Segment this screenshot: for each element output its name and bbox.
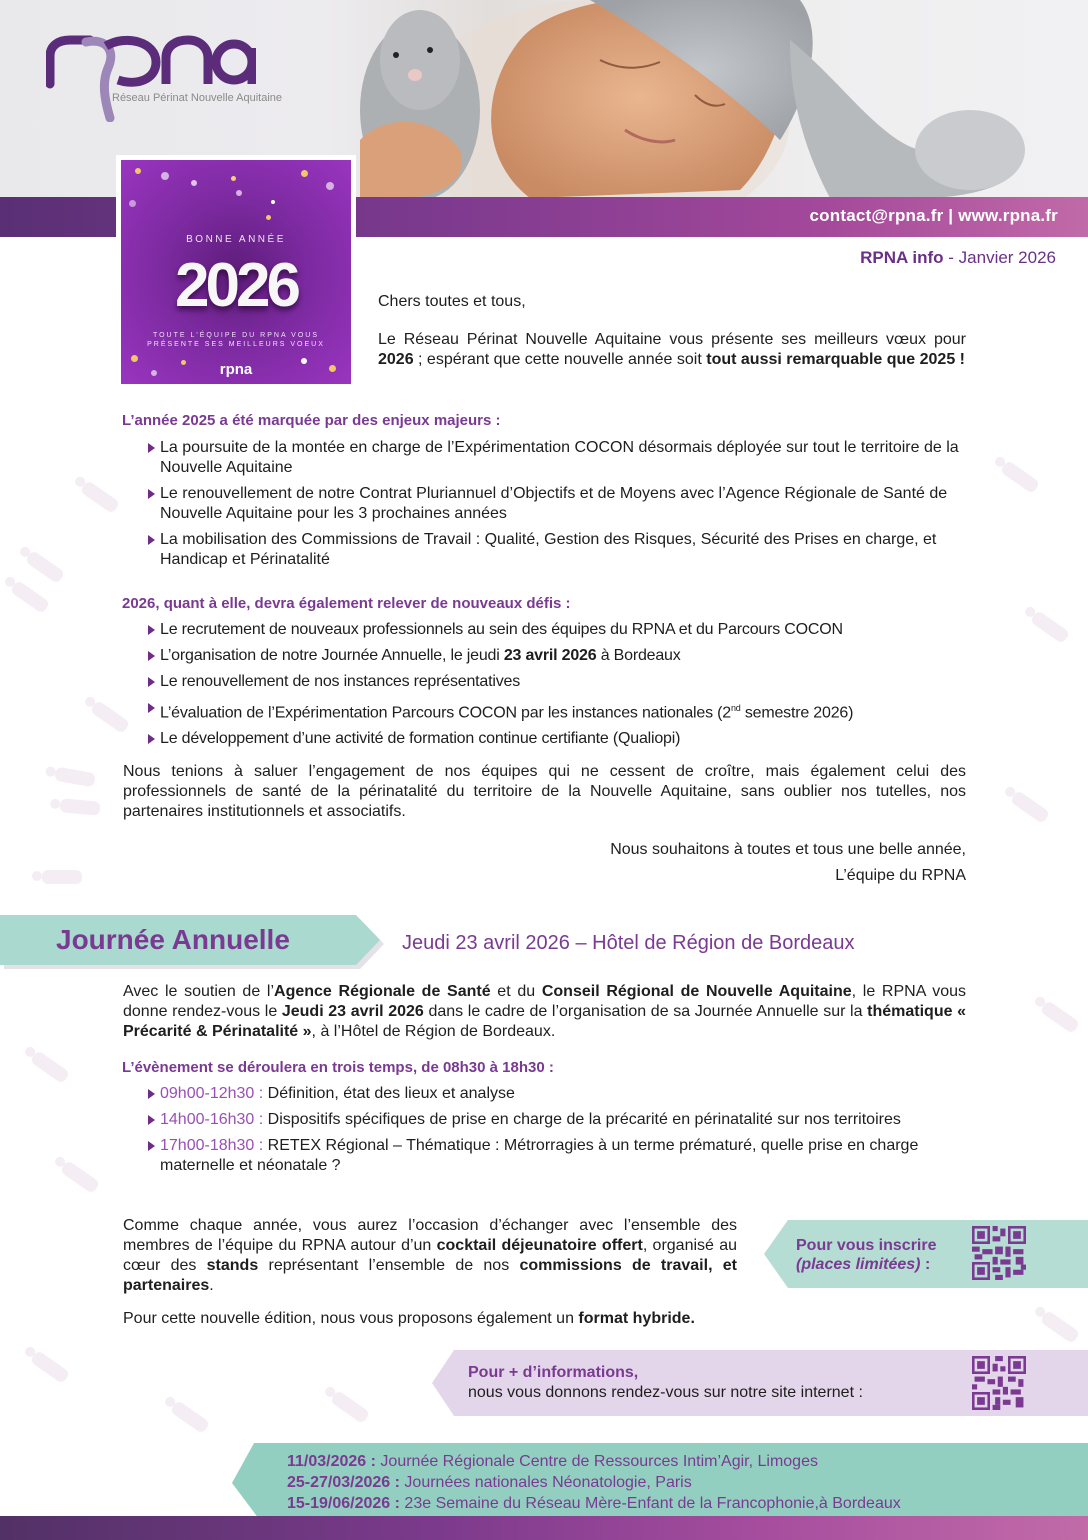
- figure-watermark-icon: [90, 700, 131, 734]
- list-item-text: semestre 2026): [740, 704, 854, 722]
- triangle-bullet-icon: [148, 443, 155, 453]
- journee-paragraph: [123, 982, 966, 1042]
- list-item: [146, 729, 976, 749]
- list-item: [146, 620, 976, 640]
- info-callout-text[interactable]: nous vous donnons rendez-vous sur notre site internet :: [468, 1384, 863, 1401]
- event-item: [287, 1451, 901, 1472]
- program-time: 17h00-18h30 :: [160, 1137, 264, 1154]
- triangle-bullet-icon: [148, 535, 155, 545]
- intro-text: Le Réseau Périnat Nouvelle Aquitaine vous présente ses meilleurs vœux pour: [378, 331, 966, 348]
- text: et du: [490, 983, 542, 1000]
- website-qr-code-icon[interactable]: [972, 1356, 1026, 1410]
- figure-watermark-icon: [60, 1160, 101, 1194]
- bold-text: Conseil Régional de Nouvelle Aquitaine: [541, 983, 852, 1000]
- bold-text: thématique « Précarité & Périnatalité »: [123, 1003, 967, 1040]
- list-item: [146, 672, 976, 692]
- figure-watermark-icon: [25, 550, 66, 584]
- section-heading-2026: 2026, quant à elle, devra également relever de nouveaux défis :: [122, 595, 571, 612]
- issue-date: - Janvier 2026: [943, 248, 1056, 267]
- bold-text: commissions de travail, et partenaires: [123, 1257, 738, 1294]
- list-2025: [146, 438, 968, 576]
- intro-paragraph: [378, 330, 966, 370]
- text: représentant l’ensemble de nos: [258, 1257, 520, 1274]
- card-line-1: TOUTE L'ÉQUIPE DU RPNA VOUS: [152, 332, 320, 339]
- event-text: 23e Semaine du Réseau Mère-Enfant de la Francophonie,à Bordeaux: [399, 1495, 901, 1512]
- program-item: [146, 1084, 968, 1104]
- logo-subtitle: Réseau Périnat Nouvelle Aquitaine: [112, 92, 283, 104]
- list-item-text: Le recrutement de nouveaux professionnels au sein des équipes du RPNA et du Parcours COCON: [160, 621, 843, 638]
- text: Avec le soutien de l’: [123, 983, 275, 1000]
- figure-watermark-icon: [42, 870, 82, 884]
- event-text: Journée Régionale Centre de Ressources Intim’Agir, Limoges: [375, 1453, 818, 1470]
- program-heading: L’évènement se déroulera en trois temps, de 08h30 à 18h30 :: [122, 1059, 554, 1076]
- journee-title: Journée Annuelle: [56, 924, 290, 955]
- program-text: Dispositifs spécifiques de prise en charge de la précarité en périnatalité sur nos territoires: [263, 1111, 901, 1128]
- contact-links[interactable]: contact@rpna.fr | www.rpna.fr: [809, 206, 1058, 225]
- list-item: [146, 646, 976, 666]
- bold-text: Agence Régionale de Santé: [274, 983, 491, 1000]
- issue-name: RPNA info: [860, 248, 944, 267]
- closing-signature: L’équipe du RPNA: [835, 867, 966, 884]
- figure-watermark-icon: [170, 1400, 211, 1434]
- event-item: [287, 1472, 901, 1493]
- figure-watermark-icon: [54, 767, 96, 788]
- closing-wish: Nous souhaitons à toutes et tous une belle année,: [610, 841, 966, 858]
- events-list: [287, 1451, 901, 1514]
- list-item-text: L’organisation de notre Journée Annuelle, le jeudi: [160, 647, 504, 664]
- event-date: 11/03/2026 :: [287, 1453, 376, 1470]
- figure-watermark-icon: [30, 1050, 71, 1084]
- list-item: [146, 438, 968, 478]
- intro-text: ; espérant que cette nouvelle année soit: [413, 351, 707, 368]
- info-callout-title: Pour + d’informations,: [468, 1364, 639, 1381]
- new-year-card: [116, 155, 356, 389]
- figure-watermark-icon: [10, 580, 51, 614]
- baby-photo-image: [360, 0, 1088, 198]
- list-item: [146, 698, 976, 723]
- list-item-text: Le renouvellement de nos instances représentatives: [160, 673, 521, 690]
- list-item-text: Le renouvellement de notre Contrat Pluriannuel d’Objectifs et de Moyens avec l’Agence Régionale de Santé de Nouvelle Aquitaine pour les 3 prochaines années: [160, 485, 948, 522]
- card-line-2: PRÉSENTE SES MEILLEURS VOEUX: [147, 341, 325, 348]
- event-date: 25-27/03/2026 :: [287, 1474, 400, 1491]
- program-time: 09h00-12h30 :: [160, 1085, 264, 1102]
- salutation: Chers toutes et tous,: [378, 293, 526, 310]
- triangle-bullet-icon: [148, 677, 155, 687]
- list-2026: [146, 620, 976, 755]
- figure-watermark-icon: [330, 1390, 371, 1424]
- hybrid-paragraph: [123, 1309, 695, 1329]
- bold-text: format hybride.: [578, 1310, 695, 1327]
- register-line-1: Pour vous inscrire: [796, 1237, 937, 1254]
- triangle-bullet-icon: [148, 651, 155, 661]
- text: .: [209, 1277, 214, 1294]
- triangle-bullet-icon: [148, 489, 155, 499]
- program-item: [146, 1136, 968, 1176]
- list-item-text: La mobilisation des Commissions de Travail : Qualité, Gestion des Risques, Sécurité des Prises en charge, et Handicap et Périnatalité: [160, 531, 937, 568]
- text: , organisé au cœur des: [123, 1237, 738, 1274]
- triangle-bullet-icon: [148, 1141, 155, 1151]
- list-item-text: à Bordeaux: [596, 647, 681, 664]
- list-item: [146, 530, 968, 570]
- program-item: [146, 1110, 968, 1130]
- triangle-bullet-icon: [148, 1115, 155, 1125]
- intro-bold-text: tout aussi remarquable que 2025 !: [706, 351, 965, 368]
- register-line-2: (places limitées): [796, 1256, 921, 1273]
- figure-watermark-icon: [30, 1350, 71, 1384]
- triangle-bullet-icon: [148, 734, 155, 744]
- figure-watermark-icon: [80, 480, 121, 514]
- superscript: nd: [730, 703, 741, 713]
- text: Pour cette nouvelle édition, nous vous proposons également un: [123, 1310, 579, 1327]
- figure-watermark-icon: [1010, 790, 1051, 824]
- bold-text: Jeudi 23 avril 2026: [281, 1003, 424, 1020]
- register-callout-text[interactable]: [796, 1236, 937, 1274]
- triangle-bullet-icon: [148, 1089, 155, 1099]
- event-text: Journées nationales Néonatologie, Paris: [399, 1474, 692, 1491]
- text: dans le cadre de l’organisation de sa Journée Annuelle sur la: [423, 1003, 868, 1020]
- rpna-logo: [46, 28, 256, 122]
- text: Comme chaque année, vous aurez l’occasion d’échanger avec l’ensemble des membres de l’équipe du RPNA autour d’un: [123, 1217, 737, 1254]
- list-item-text: L’évaluation de l’Expérimentation Parcours COCON par les instances nationales (2: [160, 704, 731, 722]
- figure-watermark-icon: [1000, 460, 1041, 494]
- footer-band: [0, 1516, 1088, 1540]
- program-list: [146, 1084, 968, 1182]
- figure-watermark-icon: [59, 798, 100, 815]
- list-item-bold: 23 avril 2026: [503, 647, 597, 664]
- text: , le RPNA vous donne rendez-vous le: [123, 983, 966, 1020]
- cocktail-paragraph: [123, 1216, 737, 1296]
- issue-label: [860, 248, 1056, 268]
- figure-watermark-icon: [1040, 1310, 1081, 1344]
- list-item: [146, 484, 968, 524]
- card-greeting: BONNE ANNÉE: [186, 234, 286, 245]
- event-item: [287, 1493, 901, 1514]
- text: , à l’Hôtel de Région de Bordeaux.: [311, 1023, 556, 1040]
- card-logo: rpna: [219, 361, 253, 378]
- bold-text: stands: [206, 1257, 259, 1274]
- section-heading-2025: L’année 2025 a été marquée par des enjeux majeurs :: [122, 412, 501, 429]
- closing-paragraph: Nous tenions à saluer l’engagement de nos équipes qui ne cessent de croître, mais également celui des professionnels de santé de la périnatalité du territoire de la Nouvelle Aquitaine, sans oublier nos tutelles, nos partenaires institutionnels et associatifs.: [123, 763, 966, 820]
- register-suffix: :: [920, 1256, 931, 1273]
- triangle-bullet-icon: [148, 703, 155, 713]
- triangle-bullet-icon: [148, 625, 155, 635]
- program-text: Définition, état des lieux et analyse: [263, 1085, 515, 1102]
- list-item-text: Le développement d’une activité de formation continue certifiante (Qualiopi): [160, 730, 681, 748]
- intro-bold-year: 2026: [378, 351, 414, 368]
- bold-text: cocktail déjeunatoire offert: [436, 1237, 643, 1254]
- card-year: 2026: [175, 251, 297, 320]
- list-item-text: La poursuite de la montée en charge de l’Expérimentation COCON désormais déployée sur tout le territoire de la Nouvelle Aquitaine: [160, 439, 959, 476]
- figure-watermark-icon: [1040, 1000, 1081, 1034]
- program-text: RETEX Régional – Thématique : Métrorragies à un terme prématuré, quelle prise en charge maternelle et néonatale ?: [160, 1137, 919, 1174]
- journee-date-place: Jeudi 23 avril 2026 – Hôtel de Région de Bordeaux: [402, 932, 855, 954]
- event-date: 15-19/06/2026 :: [287, 1495, 400, 1512]
- program-time: 14h00-16h30 :: [160, 1111, 264, 1128]
- new-year-card-image: [121, 160, 351, 384]
- figure-watermark-icon: [1030, 610, 1071, 644]
- register-qr-code-icon[interactable]: [972, 1226, 1026, 1280]
